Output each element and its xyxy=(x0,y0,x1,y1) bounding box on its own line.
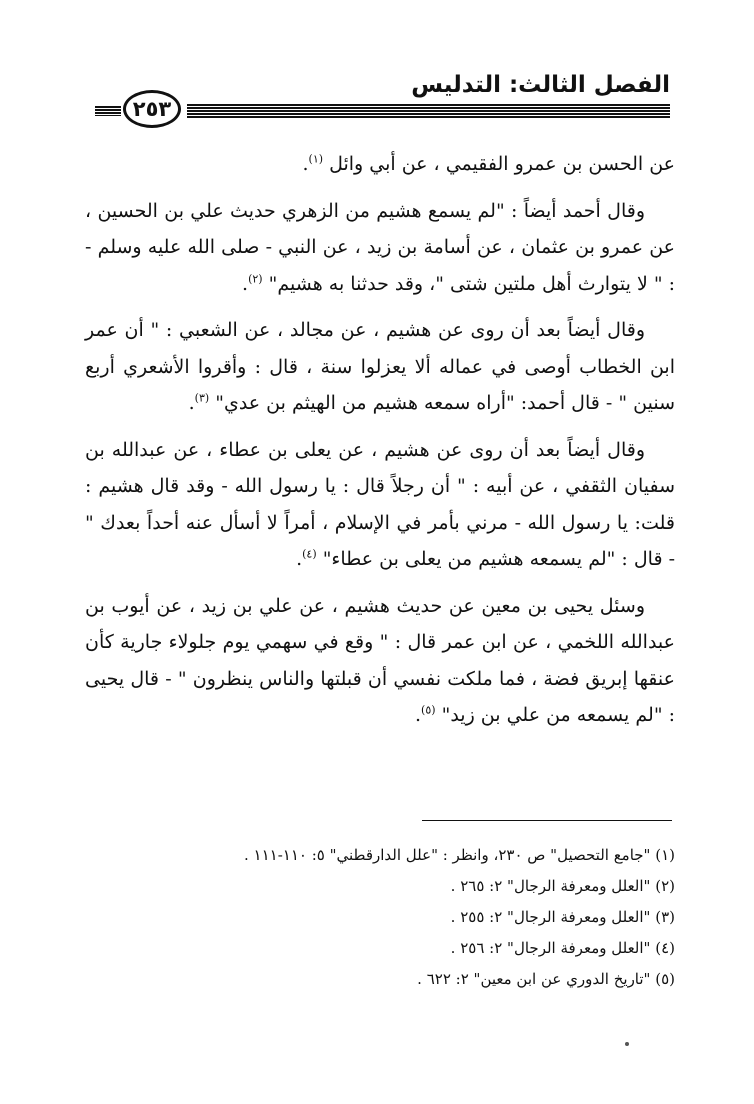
main-text xyxy=(85,146,675,744)
page-header xyxy=(95,68,670,130)
header-rule xyxy=(187,104,670,118)
paragraph: وقال أيضاً بعد أن روى عن هشيم ، عن مجالد ، عن الشعبي : " أن عمر ابن الخطاب أوصى في عماله ألا يعزلوا سنة ، قال : وأقروا الأشعري أربع سنين " - قال أحمد: "أراه سمعه هشيم من الهيثم بن عدي" $^{(٣)}$. xyxy=(85,319,675,414)
paragraph: وقال أيضاً بعد أن روى عن هشيم ، عن يعلى بن عطاء ، عن عبدالله بن سفيان الثقفي ، عن أبيه : " أن رجلاً قال : يا رسول الله - وقد قال هشيم : قلت: يا رسول الله - مرني بأمر في الإسلام ، أمراً لا أسأل عنه أحداً بعدك " - قال : "لم يسمعه هشيم من يعلى بن عطاء" $^{(٤)}$. xyxy=(85,438,675,570)
page-number: ٢٥٣ xyxy=(132,97,172,121)
paragraph: وسئل يحيى بن معين عن حديث هشيم ، عن علي بن زيد ، عن أيوب بن عبدالله اللخمي ، عن ابن عمر قال : " وقع في سهمي يوم جلولاء جارية كأن عنقها إبريق فضة ، فما ملكت نفسي أن قبلتها والناس ينظرون " - قال يحيى : "لم يسمعه من علي بن زيد" $^{(٥)}$. xyxy=(85,594,675,726)
footnote: (١) "جامع التحصيل" ص ٢٣٠، وانظر : "علل الدارقطني" ٥: ١١٠-١١١ . xyxy=(243,846,675,864)
footnote-ref: (٤) xyxy=(302,547,317,561)
print-speck xyxy=(625,1042,629,1046)
footnote: (٢) "العلل ومعرفة الرجال" ٢: ٢٦٥ . xyxy=(450,877,675,895)
footnote: (٥) "تاريخ الدوري عن ابن معين" ٢: ٦٢٢ . xyxy=(417,970,675,988)
footnote: (٤) "العلل ومعرفة الرجال" ٢: ٢٥٦ . xyxy=(450,939,675,957)
header-rule-left xyxy=(95,106,121,116)
footnote: (٣) "العلل ومعرفة الرجال" ٢: ٢٥٥ . xyxy=(450,908,675,926)
page-number-badge xyxy=(123,90,181,128)
footnote-ref: (٥) xyxy=(421,703,436,717)
paragraph: عن الحسن بن عمرو الفقيمي ، عن أبي وائل $^{(١)}$. xyxy=(302,152,675,175)
footnote-ref: (١) xyxy=(308,152,324,166)
footnote-ref: (٢) xyxy=(248,272,263,286)
chapter-title: الفصل الثالث: التدليس xyxy=(411,72,670,98)
footnote-separator xyxy=(422,820,672,821)
footnotes xyxy=(140,840,675,995)
paragraph: وقال أحمد أيضاً : "لم يسمع هشيم من الزهري حديث علي بن الحسين ، عن عمرو بن عثمان ، عن أسامة بن زيد ، عن النبي - صلى الله عليه وسلم - : " لا يتوارث أهل ملتين شتى "، وقد حدثنا به هشيم" $^{(٢)}$. xyxy=(85,199,675,295)
footnote-ref: (٣) xyxy=(194,391,210,405)
